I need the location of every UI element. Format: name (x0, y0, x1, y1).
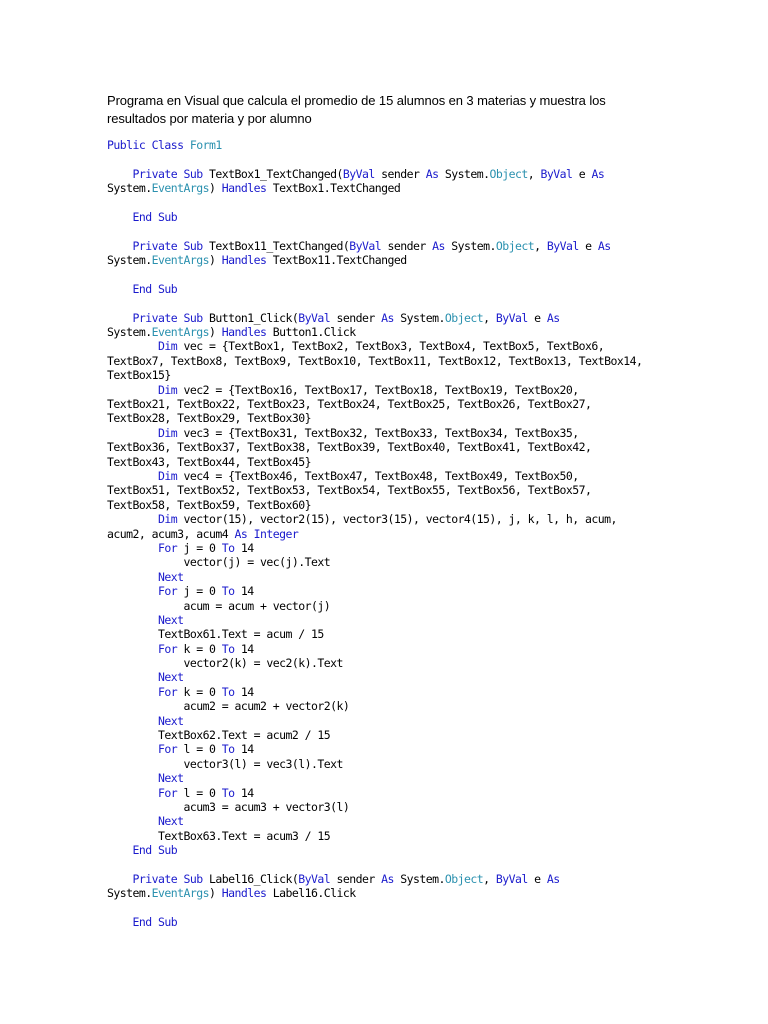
code-text (107, 613, 158, 627)
code-text: l = 0 (177, 785, 222, 800)
code-text: , (534, 238, 547, 253)
code-text: ) (209, 253, 222, 268)
code-keyword: End Sub (132, 843, 178, 858)
code-text: j = 0 (177, 584, 222, 599)
code-text: TextBox63.Text = acum3 / 15 (107, 828, 331, 843)
code-text: vec3 = {TextBox31, TextBox32, TextBox33, TextBox34, TextBox35, (177, 425, 579, 440)
code-keyword: For (158, 742, 178, 757)
code-keyword: Dim (158, 425, 178, 440)
code-text: TextBox61.Text = acum / 15 (107, 627, 324, 642)
code-text (107, 670, 158, 684)
code-keyword: As (591, 166, 605, 181)
code-text (107, 742, 158, 756)
code-keyword: For (158, 540, 178, 555)
code-line (107, 383, 667, 397)
code-line (107, 714, 667, 728)
code-text (107, 685, 158, 699)
code-text: vec4 = {TextBox46, TextBox47, TextBox48, TextBox49, TextBox50, (177, 468, 579, 483)
code-text: vec2 = {TextBox16, TextBox17, TextBox18, TextBox19, TextBox20, (177, 382, 579, 397)
code-text (107, 210, 133, 224)
code-type-name: Object (444, 310, 484, 325)
code-keyword: Private Sub (132, 310, 203, 325)
code-text: ) (209, 325, 222, 340)
code-line (107, 483, 667, 497)
code-keyword: ByVal (495, 871, 528, 886)
code-line (107, 296, 667, 310)
code-keyword: As (597, 238, 611, 253)
code-text: sender (381, 238, 433, 253)
code-text (107, 642, 158, 656)
code-line (107, 512, 667, 526)
code-text: vector3(l) = vec3(l).Text (107, 756, 343, 771)
code-text (107, 570, 158, 584)
code-keyword: Public Class (107, 138, 184, 152)
code-text: e (527, 871, 547, 886)
code-text: TextBox58, TextBox59, TextBox60} (107, 497, 311, 512)
code-keyword: Next (158, 814, 184, 829)
code-text: 14 (234, 584, 254, 599)
code-text (107, 714, 158, 728)
code-text: j = 0 (177, 540, 222, 555)
code-text: Button1_Click( (202, 310, 299, 325)
code-type-name: EventArgs (151, 253, 209, 268)
code-line (107, 527, 667, 541)
code-text: TextBox36, TextBox37, TextBox38, TextBox39, TextBox40, TextBox41, TextBox42, (107, 440, 592, 455)
code-text: System. (107, 325, 152, 340)
code-type-name: EventArgs (151, 181, 209, 196)
code-text: 14 (234, 641, 254, 656)
code-keyword: ByVal (546, 238, 579, 253)
code-line (107, 814, 667, 828)
code-text: k = 0 (177, 684, 222, 699)
code-keyword: End Sub (132, 915, 178, 930)
code-line (107, 656, 667, 670)
code-text: TextBox11_TextChanged( (202, 238, 350, 253)
code-text: k = 0 (177, 641, 222, 656)
code-text: 14 (234, 742, 254, 757)
code-line (107, 152, 667, 166)
code-keyword: To (221, 742, 235, 757)
code-line (107, 584, 667, 598)
code-keyword: As (432, 238, 445, 253)
code-line (107, 800, 667, 814)
code-text (107, 167, 133, 181)
code-line (107, 224, 667, 238)
code-text: System. (444, 238, 496, 253)
code-keyword: For (158, 785, 178, 800)
code-line (107, 872, 667, 886)
code-line (107, 426, 667, 440)
code-line (107, 196, 667, 210)
code-type-name: Object (444, 871, 484, 886)
code-line (107, 642, 667, 656)
code-text: TextBox62.Text = acum2 / 15 (107, 728, 331, 743)
code-text: acum3 = acum3 + vector3(l) (107, 799, 350, 814)
code-type-name: Object (489, 166, 528, 181)
code-line (107, 440, 667, 454)
code-text: l = 0 (177, 742, 222, 757)
code-text (107, 843, 133, 857)
code-text (107, 282, 133, 296)
code-text (107, 771, 158, 785)
code-line (107, 599, 667, 613)
code-text: , (527, 166, 541, 181)
code-line (107, 570, 667, 584)
code-text (107, 584, 158, 598)
code-text: TextBox7, TextBox8, TextBox9, TextBox10, TextBox11, TextBox12, TextBox13, TextBox14, (107, 353, 643, 368)
code-text: TextBox1.TextChanged (266, 181, 401, 196)
code-type-name: Form1 (189, 138, 222, 152)
code-text: e (527, 310, 547, 325)
code-text: sender (330, 310, 382, 325)
code-line (107, 411, 667, 425)
code-line (107, 613, 667, 627)
code-text: System. (393, 871, 445, 886)
code-keyword: To (221, 540, 235, 555)
code-text (107, 512, 158, 526)
code-keyword: Next (158, 771, 184, 786)
code-keyword: As (425, 166, 439, 181)
code-line (107, 728, 667, 742)
code-text: 14 (234, 785, 254, 800)
code-text: ) (209, 886, 222, 901)
code-keyword: ByVal (298, 871, 331, 886)
code-text: TextBox1_TextChanged( (202, 166, 343, 181)
code-text (107, 239, 133, 253)
code-keyword: Next (158, 713, 184, 728)
code-text (107, 872, 133, 886)
code-type-name: EventArgs (151, 886, 209, 901)
code-line (107, 858, 667, 872)
code-text (107, 469, 158, 483)
code-text (107, 541, 158, 555)
code-text (107, 915, 133, 929)
code-keyword: ByVal (298, 310, 331, 325)
code-line (107, 210, 667, 224)
code-keyword: Dim (158, 339, 178, 354)
code-text: acum = acum + vector(j) (107, 598, 331, 613)
code-text: TextBox21, TextBox22, TextBox23, TextBox24, TextBox25, TextBox26, TextBox27, (107, 397, 592, 412)
code-text: System. (393, 310, 445, 325)
code-text: Button1.Click (266, 325, 356, 340)
code-keyword: Integer (253, 526, 299, 541)
code-keyword: End Sub (132, 281, 178, 296)
code-line (107, 181, 667, 195)
code-line (107, 670, 667, 684)
code-text: TextBox15} (107, 368, 171, 383)
code-keyword: Dim (158, 512, 178, 527)
code-text (107, 814, 158, 828)
code-line (107, 397, 667, 411)
code-line (107, 325, 667, 339)
code-line (107, 627, 667, 641)
code-text: System. (107, 253, 152, 268)
code-text: TextBox43, TextBox44, TextBox45} (107, 454, 311, 469)
code-line (107, 915, 667, 929)
code-keyword: Dim (158, 468, 178, 483)
code-text: acum2, acum3, acum4 (107, 526, 235, 541)
code-text: TextBox28, TextBox29, TextBox30} (107, 411, 311, 426)
code-line (107, 282, 667, 296)
code-keyword: ByVal (495, 310, 528, 325)
code-line (107, 742, 667, 756)
code-keyword: End Sub (132, 209, 178, 224)
code-keyword: ByVal (349, 238, 382, 253)
code-text (107, 339, 158, 353)
code-text: sender (330, 871, 382, 886)
code-text: System. (438, 166, 490, 181)
code-line (107, 786, 667, 800)
code-text: TextBox11.TextChanged (266, 253, 407, 268)
code-line (107, 829, 667, 843)
code-text: vec = {TextBox1, TextBox2, TextBox3, TextBox4, TextBox5, TextBox6, (177, 339, 605, 354)
code-line (107, 843, 667, 857)
code-line (107, 455, 667, 469)
code-text (107, 426, 158, 440)
code-text: vector(15), vector2(15), vector3(15), vector4(15), j, k, l, h, acum, (177, 512, 617, 527)
code-keyword: Private Sub (132, 871, 203, 886)
code-keyword: Next (158, 612, 184, 627)
code-text (107, 786, 158, 800)
code-line (107, 886, 667, 900)
code-type-name: EventArgs (151, 325, 209, 340)
code-keyword: To (221, 684, 235, 699)
code-keyword: For (158, 684, 178, 699)
code-text: vector(j) = vec(j).Text (107, 555, 331, 570)
code-keyword: For (158, 584, 178, 599)
code-type-name: Object (495, 238, 535, 253)
code-text: ) (209, 181, 222, 196)
code-line (107, 685, 667, 699)
code-keyword: Dim (158, 382, 178, 397)
code-keyword: Handles (221, 181, 267, 196)
code-text (107, 311, 133, 325)
code-line (107, 368, 667, 382)
code-keyword: As (234, 526, 248, 541)
code-keyword: ByVal (540, 166, 573, 181)
code-line (107, 757, 667, 771)
code-line (107, 167, 667, 181)
code-text: Label16.Click (266, 886, 356, 901)
code-line (107, 699, 667, 713)
code-keyword: As (381, 310, 394, 325)
code-line (107, 311, 667, 325)
code-text: System. (107, 886, 152, 901)
code-line (107, 239, 667, 253)
code-text: TextBox51, TextBox52, TextBox53, TextBox54, TextBox55, TextBox56, TextBox57, (107, 483, 592, 498)
document-heading: Programa en Visual que calcula el promedio de 15 alumnos en 3 materias y muestra los resultados por materia y por alumno (107, 93, 606, 126)
code-keyword: Handles (221, 325, 267, 340)
code-text: 14 (234, 684, 254, 699)
code-text: System. (107, 181, 152, 196)
code-text: , (483, 310, 496, 325)
code-line (107, 268, 667, 282)
code-keyword: To (221, 584, 235, 599)
code-keyword: As (381, 871, 394, 886)
code-text: sender (374, 166, 426, 181)
code-line (107, 541, 667, 555)
code-keyword: ByVal (342, 166, 375, 181)
code-keyword: Handles (221, 253, 267, 268)
code-text: 14 (234, 540, 254, 555)
code-line (107, 339, 667, 353)
code-text: , (483, 871, 496, 886)
code-text: e (572, 166, 592, 181)
code-keyword: To (221, 785, 235, 800)
code-keyword: Next (158, 670, 184, 685)
code-keyword: As (546, 310, 560, 325)
code-line (107, 253, 667, 267)
code-text (107, 383, 158, 397)
code-line (107, 771, 667, 785)
code-keyword: Handles (221, 886, 267, 901)
code-keyword: Next (158, 569, 184, 584)
code-keyword: For (158, 641, 178, 656)
code-line (107, 555, 667, 569)
code-text: vector2(k) = vec2(k).Text (107, 656, 343, 671)
code-text: e (578, 238, 598, 253)
code-keyword: Private Sub (132, 166, 203, 181)
code-line (107, 901, 667, 915)
code-keyword: As (546, 871, 560, 886)
code-line (107, 354, 667, 368)
code-line (107, 138, 667, 152)
code-keyword: To (221, 641, 235, 656)
code-text: acum2 = acum2 + vector2(k) (107, 699, 350, 714)
code-text: Label16_Click( (202, 871, 299, 886)
code-listing (107, 138, 667, 929)
code-line (107, 498, 667, 512)
code-keyword: Private Sub (132, 238, 203, 253)
code-line (107, 469, 667, 483)
